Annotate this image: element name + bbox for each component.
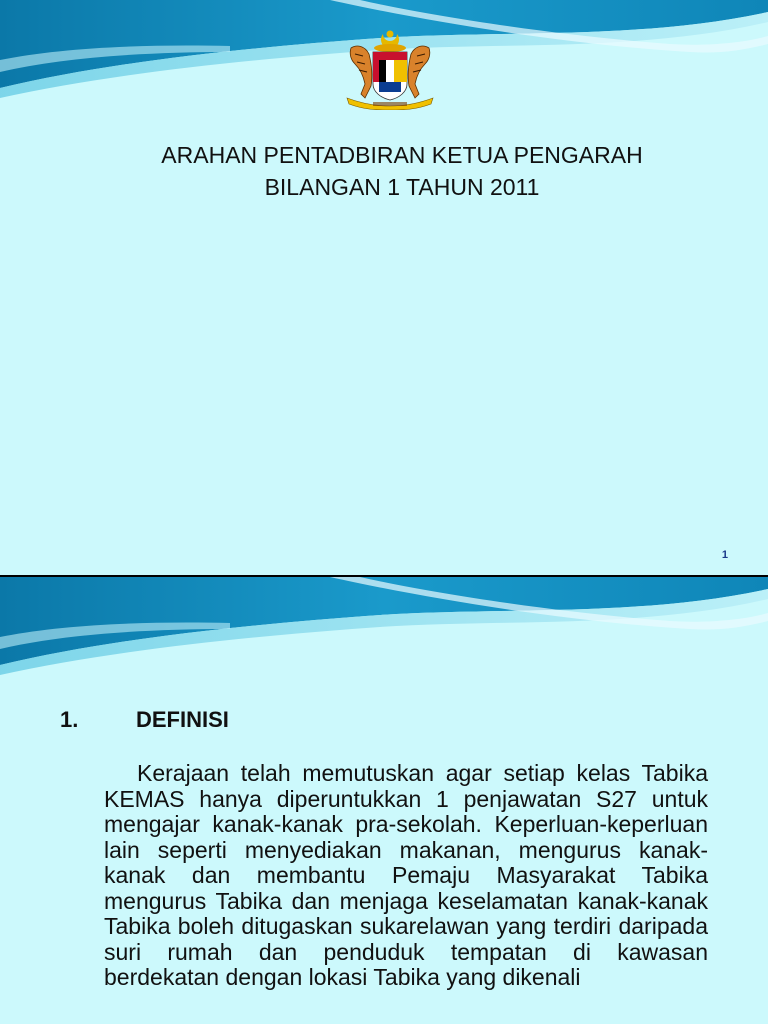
slide-number: 1 bbox=[721, 549, 728, 561]
title-line-1: ARAHAN PENTADBIRAN KETUA PENGARAH bbox=[161, 142, 643, 168]
header-swoosh-decoration bbox=[0, 577, 768, 687]
section-title: DEFINISI bbox=[136, 707, 229, 732]
slide-2 bbox=[0, 577, 768, 1024]
title-line-2: BILANGAN 1 TAHUN 2011 bbox=[264, 174, 540, 200]
section-number: 1. bbox=[60, 707, 79, 732]
section-body-paragraph: Kerajaan telah memutuskan agar setiap kelas Tabika KEMAS hanya diperuntukkan 1 penjawatan S27 untuk mengajar kanak-kanak pra-sekolah. Keperluan-keperluan lain seperti menyediakan makanan, mengurus kanak-kanak dan membantu Pemaju Masyarakat Tabika mengurus Tabika dan menjaga keselamatan kanak-kanak Tabika boleh ditugaskan sukarelawan yang terdiri daripada suri rumah dan penduduk tempatan di kawasan berdekatan dengan lokasi Tabika yang dikenali bbox=[104, 760, 708, 990]
slide-title bbox=[0, 139, 768, 203]
malaysia-coat-of-arms-logo bbox=[343, 28, 437, 110]
